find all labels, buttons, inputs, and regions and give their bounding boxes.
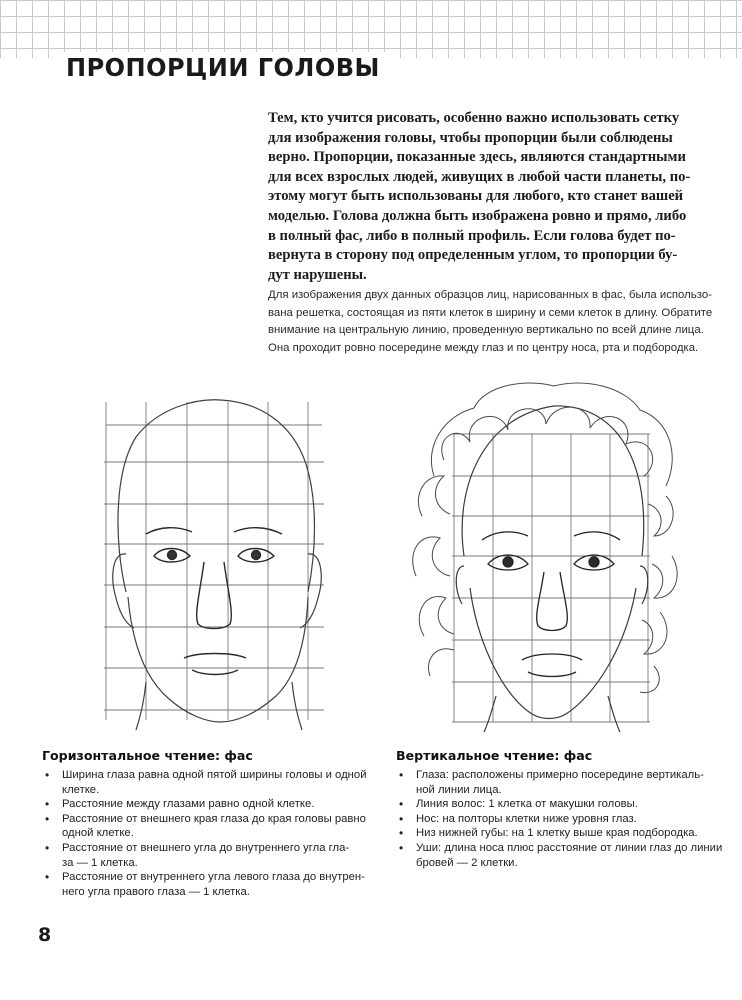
intro-line: в полный фас, либо в полный профиль. Если голова будет по- bbox=[268, 227, 676, 244]
bullet-icon: • bbox=[399, 811, 404, 826]
male-face-sketch bbox=[96, 392, 336, 730]
list-item: • Низ нижней губы: на 1 клетку выше края подбородка. bbox=[399, 826, 698, 841]
vertical-reading-section bbox=[396, 748, 723, 870]
grid-note-paragraph bbox=[268, 287, 716, 357]
horizontal-reading-section bbox=[42, 748, 374, 899]
intro-line: моделью. Голова должна быть изображена ровно и прямо, либо bbox=[268, 207, 687, 224]
graph-paper-header bbox=[0, 0, 742, 58]
vertical-reading-list bbox=[396, 768, 723, 870]
note-line: вана решетка, состоящая из пяти клеток в ширину и семи клеток в длину. Обратите bbox=[268, 306, 713, 319]
vertical-reading-heading: Вертикальное чтение: фас bbox=[396, 748, 593, 763]
intro-line: для всех взрослых людей, живущих в любой части планеты, по- bbox=[268, 168, 691, 185]
male-face-sketch-icon bbox=[96, 392, 336, 730]
bullet-icon: • bbox=[45, 797, 50, 812]
list-item: • Уши: длина носа плюс расстояние от линии глаз до линии бровей — 2 клетки. bbox=[399, 840, 723, 869]
list-item: • Глаза: расположены примерно посередине вертикаль- ной линии лица. bbox=[399, 768, 704, 796]
list-item: • Линия волос: 1 клетка от макушки головы. bbox=[399, 797, 638, 812]
bullet-icon: • bbox=[45, 870, 50, 885]
intro-paragraph bbox=[268, 109, 716, 285]
note-line: Для изображения двух данных образцов лиц, нарисованных в фас, была использо- bbox=[268, 289, 712, 301]
page-title: ПРОПОРЦИИ ГОЛОВЫ bbox=[66, 53, 380, 82]
list-item: • Нос: на полторы клетки ниже уровня глаз. bbox=[399, 811, 637, 826]
proportion-grid bbox=[104, 402, 324, 720]
page-number: 8 bbox=[38, 924, 52, 946]
bullet-icon: • bbox=[45, 840, 50, 855]
female-face-sketch bbox=[404, 376, 684, 732]
intro-line: дут нарушены. bbox=[268, 266, 367, 283]
intro-line: этому могут быть использованы для любого, кто станет вашей bbox=[268, 188, 684, 205]
horizontal-reading-heading: Горизонтальное чтение: фас bbox=[42, 748, 253, 763]
intro-line: верно. Пропорции, показанные здесь, являются стандартными bbox=[268, 149, 686, 166]
bullet-icon: • bbox=[399, 826, 404, 841]
proportion-grid bbox=[452, 434, 650, 722]
bullet-icon: • bbox=[399, 768, 404, 782]
note-line: внимание на центральную линию, проведенную вертикально по всей длине лица. bbox=[268, 324, 704, 336]
list-item: • Расстояние от внешнего края глаза до края головы равно одной клетке. bbox=[45, 811, 366, 840]
bullet-icon: • bbox=[45, 768, 50, 782]
list-item: • Ширина глаза равна одной пятой ширины головы и одной клетке. bbox=[45, 768, 367, 796]
list-item: • Расстояние от внутреннего угла левого глаза до внутрен- него угла правого глаза — 1 клетка. bbox=[45, 870, 365, 898]
list-item: • Расстояние между глазами равно одной клетке. bbox=[45, 797, 315, 812]
intro-line: для изображения головы, чтобы пропорции были соблюдены bbox=[268, 129, 673, 146]
bullet-icon: • bbox=[399, 840, 404, 855]
bullet-icon: • bbox=[399, 797, 404, 812]
horizontal-reading-list bbox=[42, 768, 374, 899]
intro-line: Тем, кто учится рисовать, особенно важно использовать сетку bbox=[268, 110, 680, 126]
note-line: Она проходит ровно посередине между глаз и по центру носа, рта и подбородка. bbox=[268, 341, 699, 354]
female-face-sketch-icon bbox=[404, 376, 684, 732]
list-item: • Расстояние от внешнего угла до внутреннего угла гла- за — 1 клетка. bbox=[45, 840, 350, 869]
bullet-icon: • bbox=[45, 811, 50, 826]
intro-line: вернута в сторону под определенным углом, то пропорции бу- bbox=[268, 247, 678, 264]
